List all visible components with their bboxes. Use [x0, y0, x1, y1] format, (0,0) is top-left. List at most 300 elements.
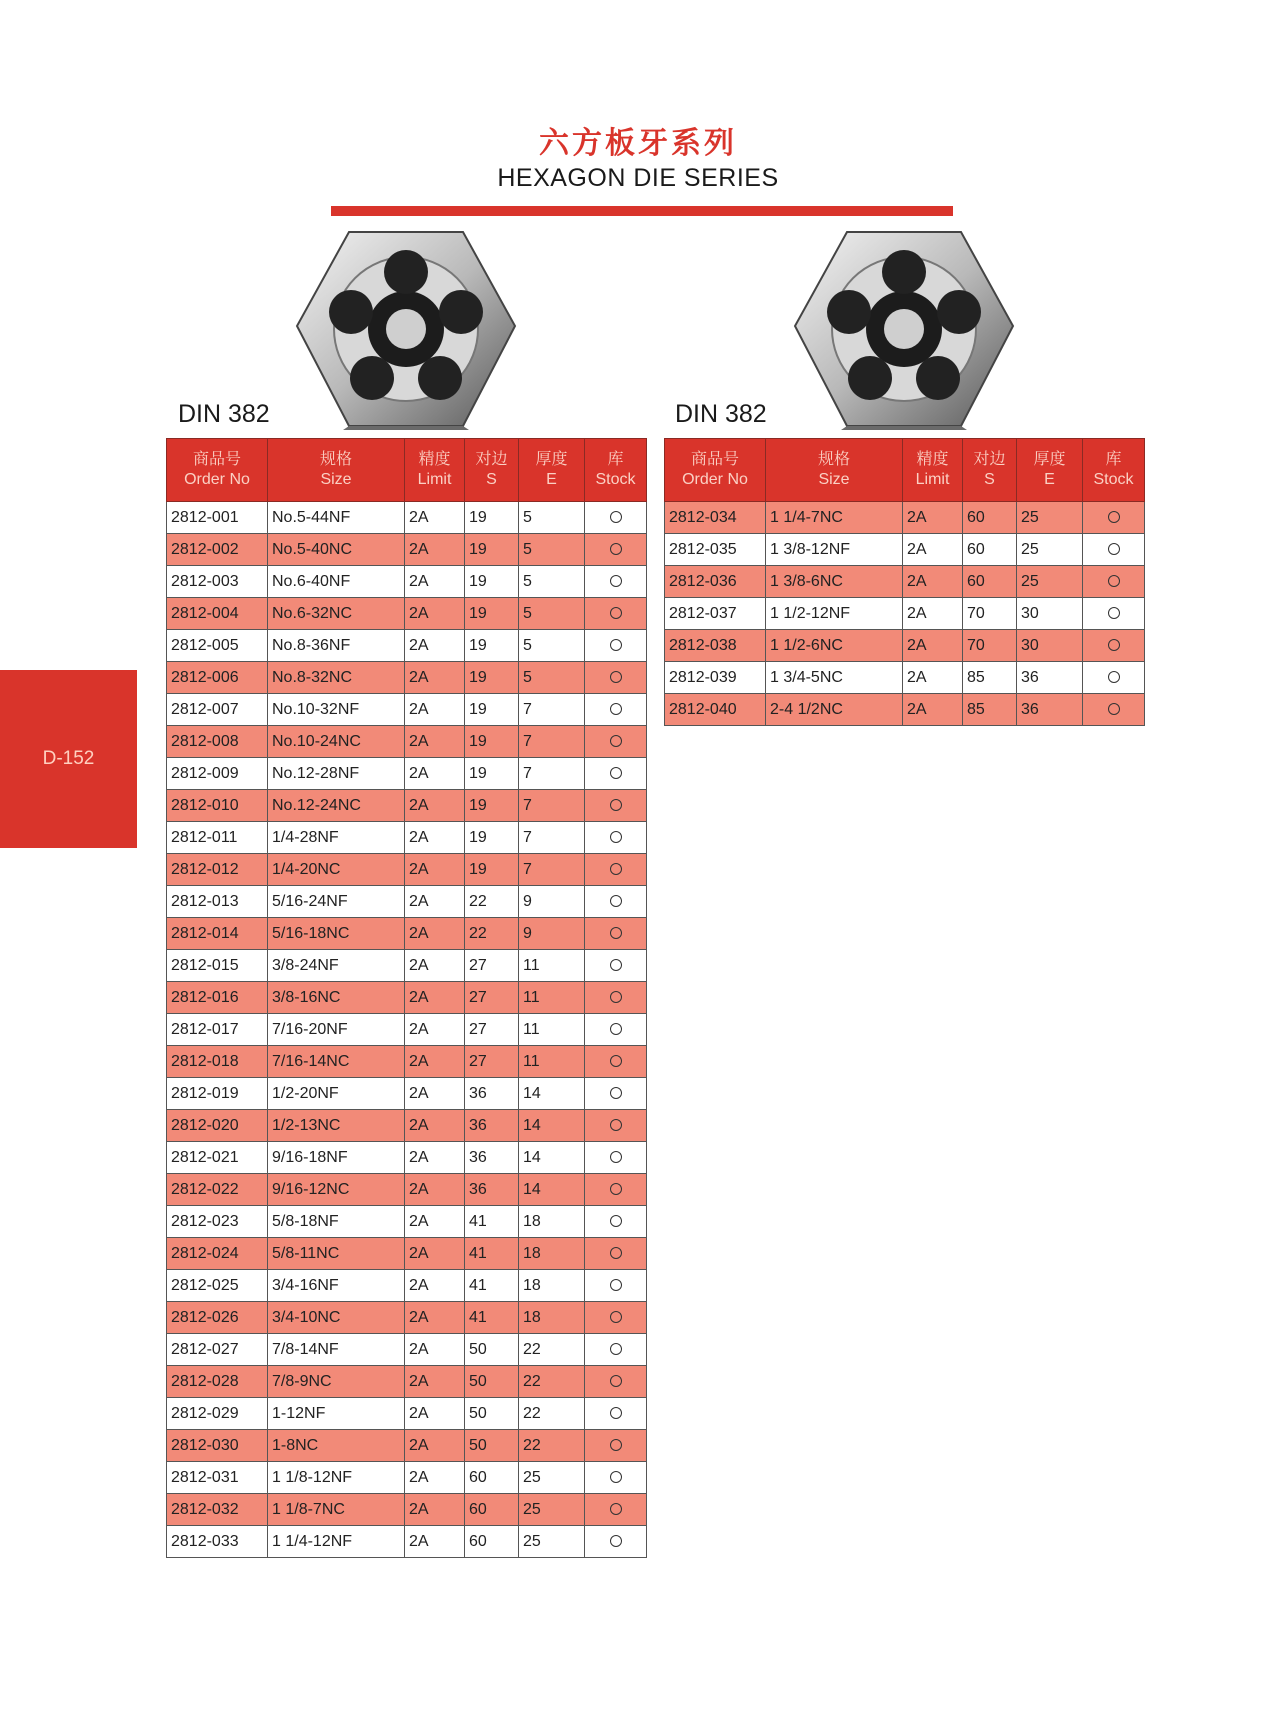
column-header-cn: 精度 — [916, 451, 949, 468]
cell-e: 18 — [519, 1206, 585, 1238]
cell-size: 5/16-24NF — [268, 886, 405, 918]
in-stock-circle-icon — [610, 927, 622, 939]
cell-order-no: 2812-022 — [167, 1174, 268, 1206]
cell-e: 14 — [519, 1174, 585, 1206]
column-header-cn: 商品号 — [192, 451, 241, 468]
cell-e: 14 — [519, 1078, 585, 1110]
table-row — [167, 1302, 647, 1334]
cell-e: 7 — [519, 790, 585, 822]
in-stock-circle-icon — [1108, 703, 1120, 715]
cell-size: 1 3/8-6NC — [766, 566, 903, 598]
cell-size: 3/4-10NC — [268, 1302, 405, 1334]
column-header-en: Limit — [915, 471, 950, 488]
column-header-order-no — [665, 439, 766, 502]
cell-s: 60 — [963, 534, 1017, 566]
column-header-en: S — [486, 471, 497, 488]
table-row — [167, 982, 647, 1014]
column-header-cn: 厚度 — [535, 451, 568, 468]
cell-stock — [585, 758, 647, 790]
cell-e: 5 — [519, 502, 585, 534]
table-row — [167, 598, 647, 630]
cell-size: 7/16-14NC — [268, 1046, 405, 1078]
table-row — [167, 1078, 647, 1110]
cell-order-no: 2812-002 — [167, 534, 268, 566]
cell-size: No.10-24NC — [268, 726, 405, 758]
cell-size: 3/8-24NF — [268, 950, 405, 982]
spec-table-left — [166, 438, 647, 1558]
hexagon-die-image — [293, 230, 519, 430]
cell-limit: 2A — [405, 502, 465, 534]
column-header-cn: 精度 — [418, 451, 451, 468]
cell-order-no: 2812-003 — [167, 566, 268, 598]
column-header-en: Limit — [417, 471, 452, 488]
cell-e: 7 — [519, 822, 585, 854]
cell-size: 1 1/4-12NF — [268, 1526, 405, 1558]
cell-s: 60 — [465, 1462, 519, 1494]
cell-e: 11 — [519, 950, 585, 982]
cell-stock — [585, 662, 647, 694]
in-stock-circle-icon — [610, 1375, 622, 1387]
column-header-en: E — [1044, 471, 1055, 488]
cell-e: 5 — [519, 630, 585, 662]
cell-s: 70 — [963, 598, 1017, 630]
cell-e: 7 — [519, 694, 585, 726]
cell-size: No.8-36NF — [268, 630, 405, 662]
cell-s: 19 — [465, 854, 519, 886]
cell-size: 3/4-16NF — [268, 1270, 405, 1302]
cell-order-no: 2812-034 — [665, 502, 766, 534]
cell-stock — [585, 790, 647, 822]
column-header-stock — [585, 439, 647, 502]
cell-s: 27 — [465, 982, 519, 1014]
cell-s: 19 — [465, 822, 519, 854]
column-header-en: S — [984, 471, 995, 488]
cell-e: 18 — [519, 1302, 585, 1334]
cell-stock — [585, 1334, 647, 1366]
cell-limit: 2A — [405, 1302, 465, 1334]
cell-s: 60 — [465, 1526, 519, 1558]
in-stock-circle-icon — [610, 1311, 622, 1323]
cell-size: 3/8-16NC — [268, 982, 405, 1014]
cell-size: No.8-32NC — [268, 662, 405, 694]
cell-order-no: 2812-014 — [167, 918, 268, 950]
table-row — [167, 790, 647, 822]
cell-size: 1 1/4-7NC — [766, 502, 903, 534]
cell-order-no: 2812-026 — [167, 1302, 268, 1334]
in-stock-circle-icon — [610, 1151, 622, 1163]
column-header-s — [465, 439, 519, 502]
column-header-e — [519, 439, 585, 502]
cell-s: 19 — [465, 758, 519, 790]
cell-s: 36 — [465, 1142, 519, 1174]
cell-limit: 2A — [405, 534, 465, 566]
table-row — [167, 1014, 647, 1046]
cell-size: 9/16-12NC — [268, 1174, 405, 1206]
cell-stock — [1083, 566, 1145, 598]
cell-s: 36 — [465, 1174, 519, 1206]
column-header-order-no — [167, 439, 268, 502]
cell-size: 1-8NC — [268, 1430, 405, 1462]
cell-order-no: 2812-015 — [167, 950, 268, 982]
cell-order-no: 2812-009 — [167, 758, 268, 790]
cell-limit: 2A — [405, 950, 465, 982]
cell-order-no: 2812-012 — [167, 854, 268, 886]
column-header-stock — [1083, 439, 1145, 502]
column-header-cn: 对边 — [973, 451, 1006, 468]
cell-size: 1/2-13NC — [268, 1110, 405, 1142]
cell-s: 85 — [963, 694, 1017, 726]
column-header-en: E — [546, 471, 557, 488]
cell-stock — [585, 950, 647, 982]
cell-order-no: 2812-008 — [167, 726, 268, 758]
table-row — [167, 534, 647, 566]
cell-e: 25 — [519, 1462, 585, 1494]
cell-limit: 2A — [405, 1526, 465, 1558]
table-row — [167, 662, 647, 694]
cell-s: 19 — [465, 694, 519, 726]
cell-e: 30 — [1017, 598, 1083, 630]
standard-label-left: DIN 382 — [178, 400, 270, 428]
in-stock-circle-icon — [610, 671, 622, 683]
cell-limit: 2A — [405, 1142, 465, 1174]
column-header-s — [963, 439, 1017, 502]
cell-s: 27 — [465, 1046, 519, 1078]
cell-stock — [585, 566, 647, 598]
cell-size: No.6-32NC — [268, 598, 405, 630]
in-stock-circle-icon — [610, 991, 622, 1003]
cell-size: 9/16-18NF — [268, 1142, 405, 1174]
cell-order-no: 2812-031 — [167, 1462, 268, 1494]
cell-limit: 2A — [405, 1174, 465, 1206]
column-header-en: Order No — [682, 471, 748, 488]
cell-stock — [585, 1014, 647, 1046]
cell-size: 7/8-9NC — [268, 1366, 405, 1398]
in-stock-circle-icon — [1108, 671, 1120, 683]
cell-stock — [585, 1462, 647, 1494]
cell-e: 7 — [519, 758, 585, 790]
cell-order-no: 2812-036 — [665, 566, 766, 598]
cell-size: No.10-32NF — [268, 694, 405, 726]
cell-size: 7/8-14NF — [268, 1334, 405, 1366]
cell-stock — [585, 1430, 647, 1462]
cell-e: 18 — [519, 1270, 585, 1302]
cell-limit: 2A — [405, 1270, 465, 1302]
cell-order-no: 2812-007 — [167, 694, 268, 726]
table-row — [167, 918, 647, 950]
cell-s: 27 — [465, 950, 519, 982]
cell-e: 22 — [519, 1334, 585, 1366]
cell-stock — [585, 1302, 647, 1334]
cell-e: 11 — [519, 1046, 585, 1078]
cell-limit: 2A — [405, 918, 465, 950]
cell-stock — [585, 534, 647, 566]
cell-order-no: 2812-035 — [665, 534, 766, 566]
cell-limit: 2A — [405, 1110, 465, 1142]
cell-s: 19 — [465, 790, 519, 822]
cell-size: 1 3/8-12NF — [766, 534, 903, 566]
table-row — [665, 662, 1145, 694]
table-header-row — [167, 439, 647, 502]
cell-order-no: 2812-018 — [167, 1046, 268, 1078]
cell-e: 9 — [519, 918, 585, 950]
table-row — [665, 534, 1145, 566]
cell-size: No.5-44NF — [268, 502, 405, 534]
cell-limit: 2A — [405, 854, 465, 886]
cell-order-no: 2812-021 — [167, 1142, 268, 1174]
cell-e: 7 — [519, 726, 585, 758]
in-stock-circle-icon — [610, 863, 622, 875]
in-stock-circle-icon — [610, 767, 622, 779]
in-stock-circle-icon — [610, 831, 622, 843]
in-stock-circle-icon — [610, 607, 622, 619]
table-row — [167, 1526, 647, 1558]
in-stock-circle-icon — [610, 1183, 622, 1195]
cell-size: No.12-24NC — [268, 790, 405, 822]
in-stock-circle-icon — [610, 575, 622, 587]
cell-e: 25 — [1017, 502, 1083, 534]
cell-stock — [585, 886, 647, 918]
cell-s: 27 — [465, 1014, 519, 1046]
cell-order-no: 2812-004 — [167, 598, 268, 630]
cell-order-no: 2812-028 — [167, 1366, 268, 1398]
cell-limit: 2A — [903, 662, 963, 694]
cell-order-no: 2812-033 — [167, 1526, 268, 1558]
cell-e: 25 — [1017, 566, 1083, 598]
cell-order-no: 2812-037 — [665, 598, 766, 630]
cell-s: 22 — [465, 918, 519, 950]
cell-stock — [585, 1398, 647, 1430]
cell-size: 5/8-18NF — [268, 1206, 405, 1238]
cell-stock — [585, 630, 647, 662]
in-stock-circle-icon — [610, 1471, 622, 1483]
cell-e: 25 — [1017, 534, 1083, 566]
in-stock-circle-icon — [610, 543, 622, 555]
cell-limit: 2A — [405, 598, 465, 630]
cell-s: 70 — [963, 630, 1017, 662]
cell-limit: 2A — [405, 630, 465, 662]
cell-order-no: 2812-013 — [167, 886, 268, 918]
cell-limit: 2A — [405, 790, 465, 822]
cell-size: 1/4-28NF — [268, 822, 405, 854]
cell-limit: 2A — [405, 1238, 465, 1270]
cell-limit: 2A — [405, 1046, 465, 1078]
spec-table-right — [664, 438, 1145, 726]
table-row — [167, 1398, 647, 1430]
in-stock-circle-icon — [1108, 575, 1120, 587]
cell-size: 1 1/2-6NC — [766, 630, 903, 662]
cell-stock — [585, 726, 647, 758]
column-header-cn: 厚度 — [1033, 451, 1066, 468]
cell-stock — [585, 1270, 647, 1302]
cell-limit: 2A — [405, 1078, 465, 1110]
table-row — [167, 822, 647, 854]
cell-order-no: 2812-023 — [167, 1206, 268, 1238]
cell-limit: 2A — [405, 662, 465, 694]
cell-stock — [1083, 662, 1145, 694]
cell-e: 5 — [519, 566, 585, 598]
in-stock-circle-icon — [610, 1503, 622, 1515]
cell-stock — [1083, 630, 1145, 662]
cell-order-no: 2812-006 — [167, 662, 268, 694]
cell-order-no: 2812-039 — [665, 662, 766, 694]
cell-stock — [585, 918, 647, 950]
cell-limit: 2A — [405, 1462, 465, 1494]
column-header-en: Size — [818, 471, 850, 488]
table-row — [167, 1110, 647, 1142]
cell-order-no: 2812-032 — [167, 1494, 268, 1526]
column-header-cn: 库 — [607, 451, 624, 468]
cell-limit: 2A — [405, 1366, 465, 1398]
cell-size: No.12-28NF — [268, 758, 405, 790]
cell-limit: 2A — [405, 1334, 465, 1366]
cell-order-no: 2812-010 — [167, 790, 268, 822]
cell-limit: 2A — [405, 1014, 465, 1046]
cell-limit: 2A — [405, 566, 465, 598]
page-number-tab — [0, 670, 137, 848]
cell-s: 19 — [465, 598, 519, 630]
table-row — [665, 630, 1145, 662]
in-stock-circle-icon — [610, 1055, 622, 1067]
in-stock-circle-icon — [610, 1439, 622, 1451]
page-title-chinese: 六方板牙系列 — [539, 126, 737, 161]
table-row — [167, 630, 647, 662]
cell-order-no: 2812-011 — [167, 822, 268, 854]
cell-order-no: 2812-027 — [167, 1334, 268, 1366]
cell-size: 1 1/2-12NF — [766, 598, 903, 630]
cell-e: 5 — [519, 662, 585, 694]
table-row — [167, 1206, 647, 1238]
in-stock-circle-icon — [610, 799, 622, 811]
cell-e: 36 — [1017, 694, 1083, 726]
in-stock-circle-icon — [610, 511, 622, 523]
table-row — [167, 566, 647, 598]
cell-order-no: 2812-038 — [665, 630, 766, 662]
column-header-e — [1017, 439, 1083, 502]
cell-order-no: 2812-040 — [665, 694, 766, 726]
table-row — [167, 1366, 647, 1398]
column-header-en: Stock — [1093, 471, 1134, 488]
cell-e: 18 — [519, 1238, 585, 1270]
cell-stock — [585, 854, 647, 886]
cell-s: 50 — [465, 1430, 519, 1462]
in-stock-circle-icon — [1108, 639, 1120, 651]
cell-order-no: 2812-025 — [167, 1270, 268, 1302]
cell-order-no: 2812-005 — [167, 630, 268, 662]
cell-e: 7 — [519, 854, 585, 886]
in-stock-circle-icon — [610, 1247, 622, 1259]
cell-size: 5/8-11NC — [268, 1238, 405, 1270]
in-stock-circle-icon — [1108, 543, 1120, 555]
column-header-en: Stock — [595, 471, 636, 488]
column-header-cn: 对边 — [475, 451, 508, 468]
table-row — [167, 1494, 647, 1526]
page-number: D-152 — [42, 748, 95, 769]
cell-s: 19 — [465, 726, 519, 758]
cell-stock — [1083, 502, 1145, 534]
cell-order-no: 2812-019 — [167, 1078, 268, 1110]
table-row — [167, 1238, 647, 1270]
cell-order-no: 2812-016 — [167, 982, 268, 1014]
cell-e: 14 — [519, 1110, 585, 1142]
cell-limit: 2A — [903, 694, 963, 726]
cell-limit: 2A — [405, 1206, 465, 1238]
table-row — [167, 502, 647, 534]
in-stock-circle-icon — [610, 639, 622, 651]
table-row — [167, 694, 647, 726]
cell-size: 5/16-18NC — [268, 918, 405, 950]
cell-stock — [585, 1526, 647, 1558]
cell-e: 9 — [519, 886, 585, 918]
column-header-en: Order No — [184, 471, 250, 488]
table-row — [167, 1462, 647, 1494]
cell-stock — [1083, 598, 1145, 630]
cell-s: 41 — [465, 1270, 519, 1302]
cell-s: 41 — [465, 1206, 519, 1238]
cell-s: 85 — [963, 662, 1017, 694]
cell-stock — [1083, 534, 1145, 566]
cell-limit: 2A — [903, 534, 963, 566]
cell-size: No.5-40NC — [268, 534, 405, 566]
cell-limit: 2A — [405, 1494, 465, 1526]
in-stock-circle-icon — [610, 1407, 622, 1419]
cell-order-no: 2812-024 — [167, 1238, 268, 1270]
cell-limit: 2A — [903, 502, 963, 534]
column-header-limit — [903, 439, 963, 502]
column-header-size — [766, 439, 903, 502]
cell-stock — [585, 982, 647, 1014]
cell-order-no: 2812-020 — [167, 1110, 268, 1142]
table-row — [167, 950, 647, 982]
in-stock-circle-icon — [610, 703, 622, 715]
cell-stock — [585, 822, 647, 854]
cell-limit: 2A — [405, 726, 465, 758]
table-row — [167, 854, 647, 886]
in-stock-circle-icon — [610, 1087, 622, 1099]
cell-limit: 2A — [405, 982, 465, 1014]
table-row — [665, 566, 1145, 598]
cell-limit: 2A — [903, 598, 963, 630]
cell-stock — [585, 1206, 647, 1238]
cell-s: 36 — [465, 1078, 519, 1110]
cell-s: 19 — [465, 566, 519, 598]
cell-e: 11 — [519, 982, 585, 1014]
cell-size: 1/4-20NC — [268, 854, 405, 886]
column-header-cn: 规格 — [817, 451, 850, 468]
cell-stock — [585, 1238, 647, 1270]
cell-limit: 2A — [405, 758, 465, 790]
in-stock-circle-icon — [1108, 607, 1120, 619]
cell-e: 14 — [519, 1142, 585, 1174]
cell-limit: 2A — [405, 1398, 465, 1430]
cell-e: 30 — [1017, 630, 1083, 662]
cell-stock — [585, 1110, 647, 1142]
in-stock-circle-icon — [1108, 511, 1120, 523]
table-row — [167, 726, 647, 758]
cell-e: 11 — [519, 1014, 585, 1046]
cell-stock — [1083, 694, 1145, 726]
cell-size: 2-4 1/2NC — [766, 694, 903, 726]
in-stock-circle-icon — [610, 1023, 622, 1035]
cell-size: 7/16-20NF — [268, 1014, 405, 1046]
cell-s: 19 — [465, 534, 519, 566]
cell-e: 25 — [519, 1494, 585, 1526]
table-row — [167, 886, 647, 918]
cell-stock — [585, 694, 647, 726]
cell-order-no: 2812-001 — [167, 502, 268, 534]
cell-s: 36 — [465, 1110, 519, 1142]
cell-stock — [585, 1142, 647, 1174]
table-row — [167, 758, 647, 790]
